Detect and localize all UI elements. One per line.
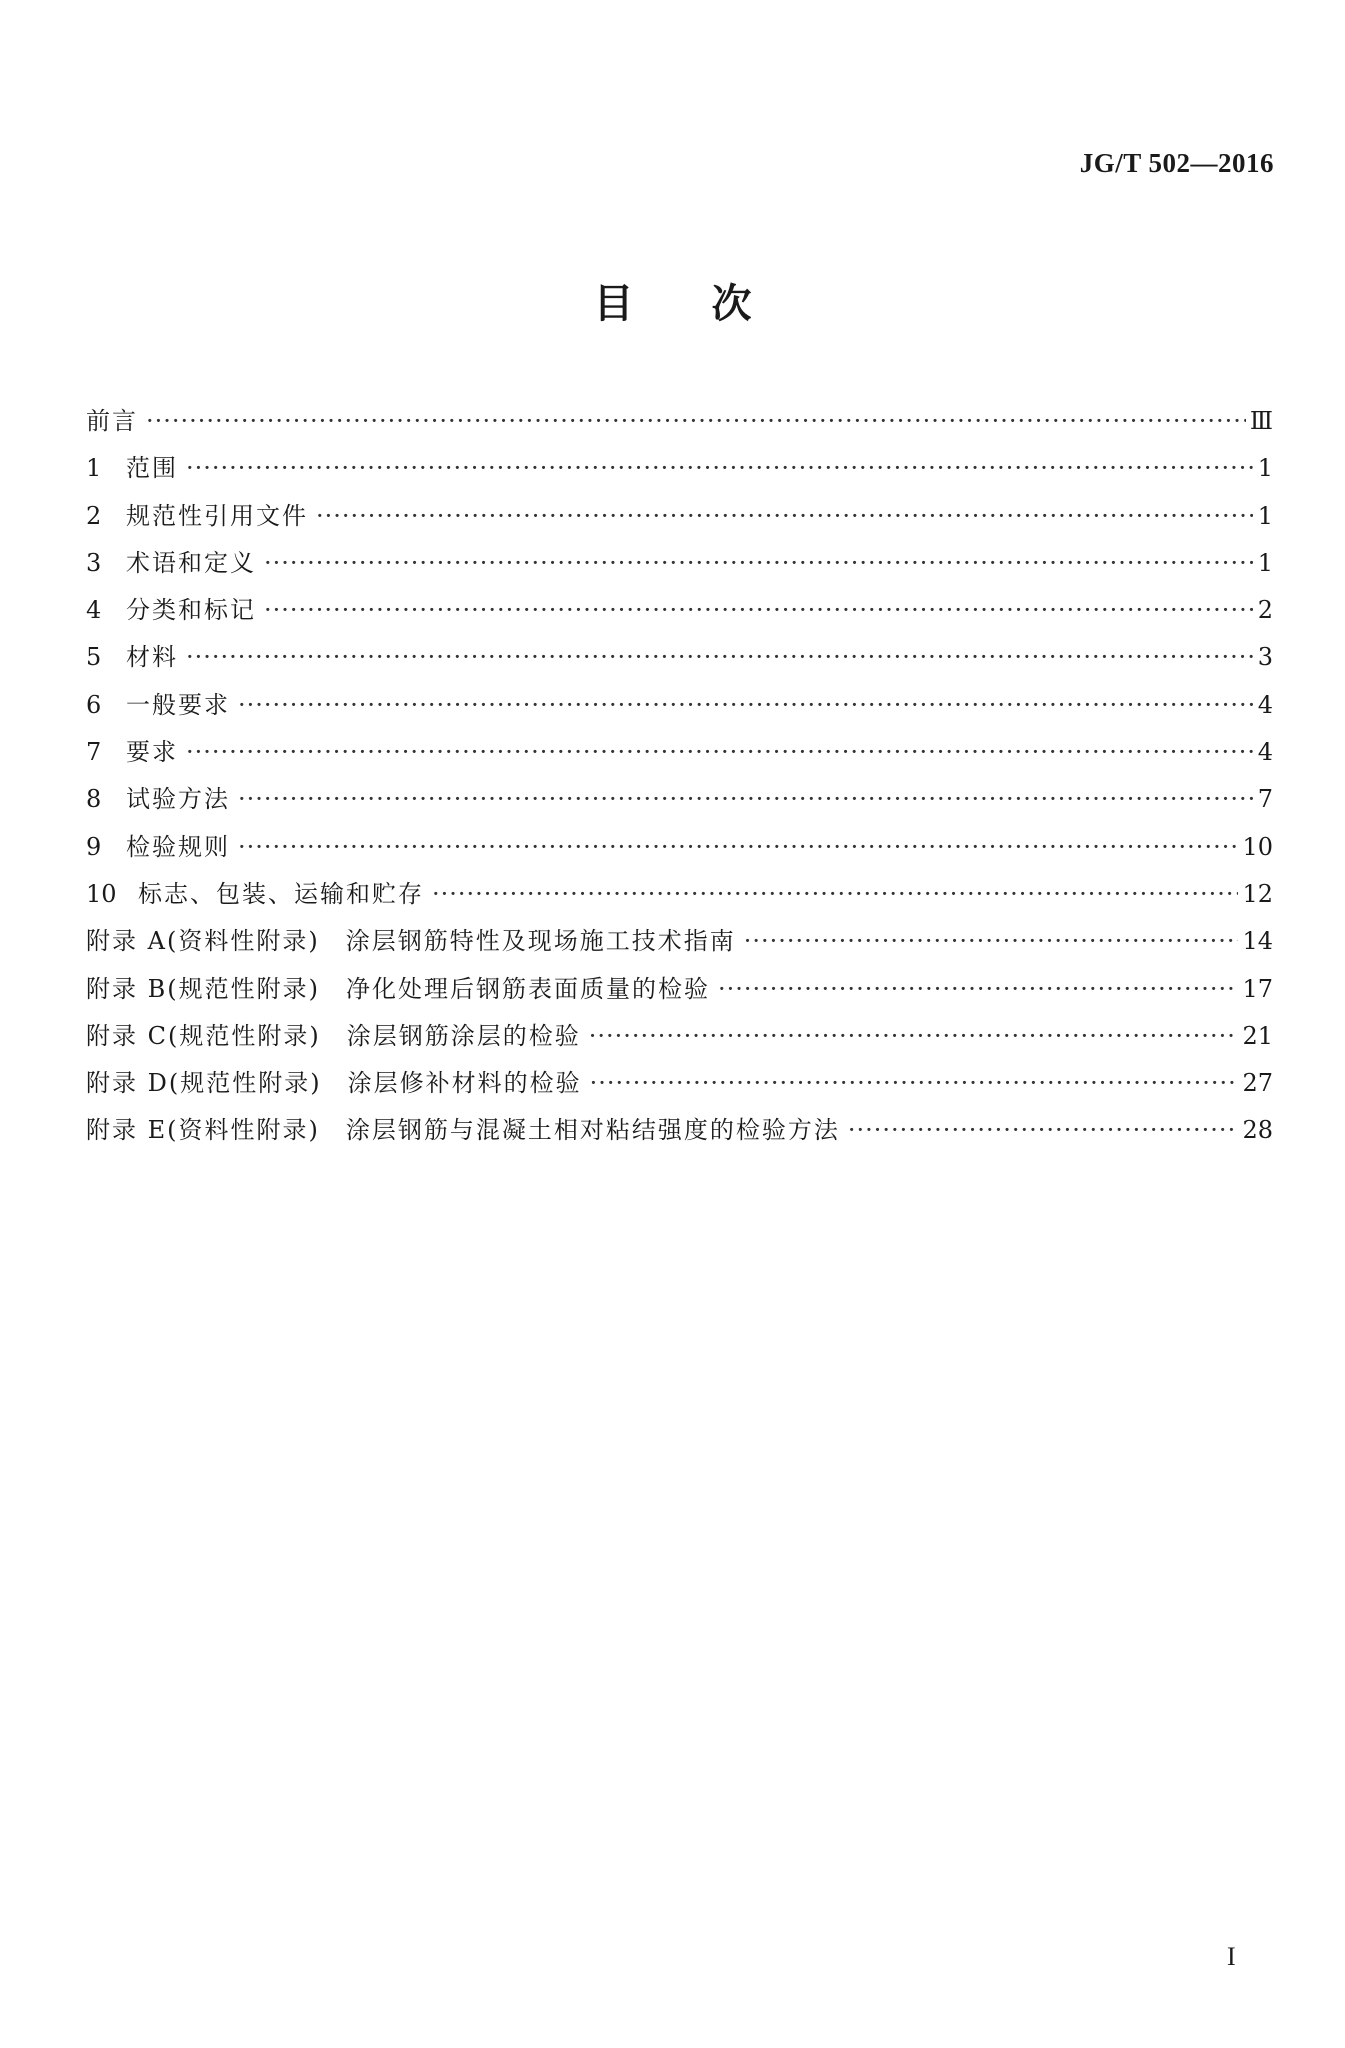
toc-entry-page: 2 bbox=[1257, 596, 1273, 625]
toc-entry-page: 1 bbox=[1257, 454, 1273, 483]
toc-entry-page: 4 bbox=[1257, 738, 1273, 767]
toc-entry-label: 涂层钢筋与混凝土相对粘结强度的检验方法 bbox=[345, 1116, 840, 1145]
toc-entry-4[interactable] bbox=[86, 587, 1273, 634]
toc-entry-label: 一般要求 bbox=[126, 690, 230, 719]
appendix-prefix: 附录 C bbox=[86, 1021, 168, 1050]
toc-leader-dots bbox=[186, 634, 1253, 681]
toc-appendix-d[interactable] bbox=[86, 1060, 1273, 1107]
toc-entry-page: 21 bbox=[1242, 1021, 1273, 1050]
toc-entry-label: 检验规则 bbox=[126, 832, 230, 861]
toc-entry-page: 3 bbox=[1257, 643, 1273, 672]
toc-leader-dots bbox=[146, 398, 1246, 445]
table-of-contents bbox=[86, 398, 1273, 1155]
toc-entry-number: 4 bbox=[86, 596, 102, 625]
toc-leader-dots bbox=[238, 776, 1253, 823]
standard-number: JG/T 502—2016 bbox=[1079, 148, 1274, 178]
toc-entry-7[interactable] bbox=[86, 729, 1273, 776]
toc-entry-6[interactable] bbox=[86, 682, 1273, 729]
page-title bbox=[0, 272, 1345, 329]
toc-entry-label: 术语和定义 bbox=[126, 548, 256, 577]
toc-entry-10[interactable] bbox=[86, 871, 1273, 918]
toc-entry-page: 14 bbox=[1242, 927, 1273, 956]
toc-entry-number: 2 bbox=[86, 501, 102, 530]
toc-entry-3[interactable] bbox=[86, 540, 1273, 587]
toc-entry-page: 17 bbox=[1242, 974, 1273, 1003]
toc-leader-dots bbox=[589, 1013, 1239, 1060]
toc-entry-number: 6 bbox=[86, 690, 102, 719]
title-char-1: 目 bbox=[593, 281, 634, 327]
toc-entry-label: 规范性引用文件 bbox=[126, 501, 308, 530]
toc-leader-dots bbox=[718, 966, 1238, 1013]
toc-entry-label: 涂层修补材料的检验 bbox=[347, 1069, 582, 1098]
toc-leader-dots bbox=[264, 540, 1253, 587]
appendix-type: (规范性附录) bbox=[168, 1069, 322, 1098]
toc-entry-number: 9 bbox=[86, 832, 102, 861]
toc-entry-page: 27 bbox=[1242, 1069, 1273, 1098]
toc-leader-dots bbox=[744, 918, 1239, 965]
toc-entry-foreword[interactable] bbox=[86, 398, 1273, 445]
appendix-type: (规范性附录) bbox=[168, 1021, 321, 1050]
toc-leader-dots bbox=[848, 1107, 1239, 1154]
toc-entry-label: 标志、包装、运输和贮存 bbox=[138, 879, 424, 908]
toc-entry-number: 10 bbox=[86, 879, 117, 908]
toc-entry-label: 涂层钢筋特性及现场施工技术指南 bbox=[345, 927, 736, 956]
toc-leader-dots bbox=[432, 871, 1238, 918]
toc-entry-label: 涂层钢筋涂层的检验 bbox=[346, 1021, 581, 1050]
toc-leader-dots bbox=[590, 1060, 1239, 1107]
toc-entry-label: 范围 bbox=[126, 454, 178, 483]
appendix-prefix: 附录 B bbox=[86, 974, 168, 1003]
toc-leader-dots bbox=[238, 682, 1253, 729]
toc-entry-page: 10 bbox=[1242, 832, 1273, 861]
toc-entry-1[interactable] bbox=[86, 445, 1273, 492]
toc-leader-dots bbox=[316, 493, 1253, 540]
toc-leader-dots bbox=[186, 729, 1253, 776]
toc-entry-number: 5 bbox=[86, 643, 102, 672]
toc-entry-label: 试验方法 bbox=[126, 785, 230, 814]
toc-leader-dots bbox=[238, 824, 1238, 871]
toc-entry-number: 7 bbox=[86, 738, 102, 767]
appendix-type: (规范性附录) bbox=[167, 974, 320, 1003]
appendix-prefix: 附录 D bbox=[86, 1069, 169, 1098]
toc-entry-number: 1 bbox=[86, 454, 102, 483]
toc-appendix-c[interactable] bbox=[86, 1013, 1273, 1060]
appendix-prefix: 附录 A bbox=[86, 927, 167, 956]
toc-entry-page: 7 bbox=[1257, 785, 1273, 814]
toc-entry-page: 12 bbox=[1242, 879, 1273, 908]
title-char-2: 次 bbox=[711, 281, 752, 327]
toc-entry-8[interactable] bbox=[86, 776, 1273, 823]
toc-entry-page: 4 bbox=[1257, 690, 1273, 719]
toc-entry-number: 3 bbox=[86, 548, 102, 577]
toc-appendix-e[interactable] bbox=[86, 1107, 1273, 1154]
page-number: I bbox=[1227, 1942, 1236, 1971]
toc-entry-label: 净化处理后钢筋表面质量的检验 bbox=[346, 974, 710, 1003]
toc-leader-dots bbox=[186, 445, 1253, 492]
appendix-prefix: 附录 E bbox=[86, 1116, 168, 1145]
toc-entry-number: 8 bbox=[86, 785, 102, 814]
toc-entry-page: 28 bbox=[1242, 1116, 1273, 1145]
toc-entry-page: 1 bbox=[1257, 548, 1273, 577]
toc-entry-9[interactable] bbox=[86, 824, 1273, 871]
toc-entry-page: 1 bbox=[1257, 501, 1273, 530]
appendix-type: (资料性附录) bbox=[166, 927, 320, 956]
toc-entry-label: 前言 bbox=[86, 407, 138, 435]
toc-entry-2[interactable] bbox=[86, 493, 1273, 540]
toc-entry-page: Ⅲ bbox=[1249, 407, 1273, 435]
toc-entry-label: 要求 bbox=[126, 738, 178, 767]
toc-leader-dots bbox=[264, 587, 1253, 634]
toc-entry-5[interactable] bbox=[86, 634, 1273, 681]
toc-appendix-a[interactable] bbox=[86, 918, 1273, 965]
toc-entry-label: 材料 bbox=[126, 643, 178, 672]
toc-entry-label: 分类和标记 bbox=[126, 596, 256, 625]
appendix-type: (资料性附录) bbox=[167, 1116, 320, 1145]
toc-appendix-b[interactable] bbox=[86, 966, 1273, 1013]
